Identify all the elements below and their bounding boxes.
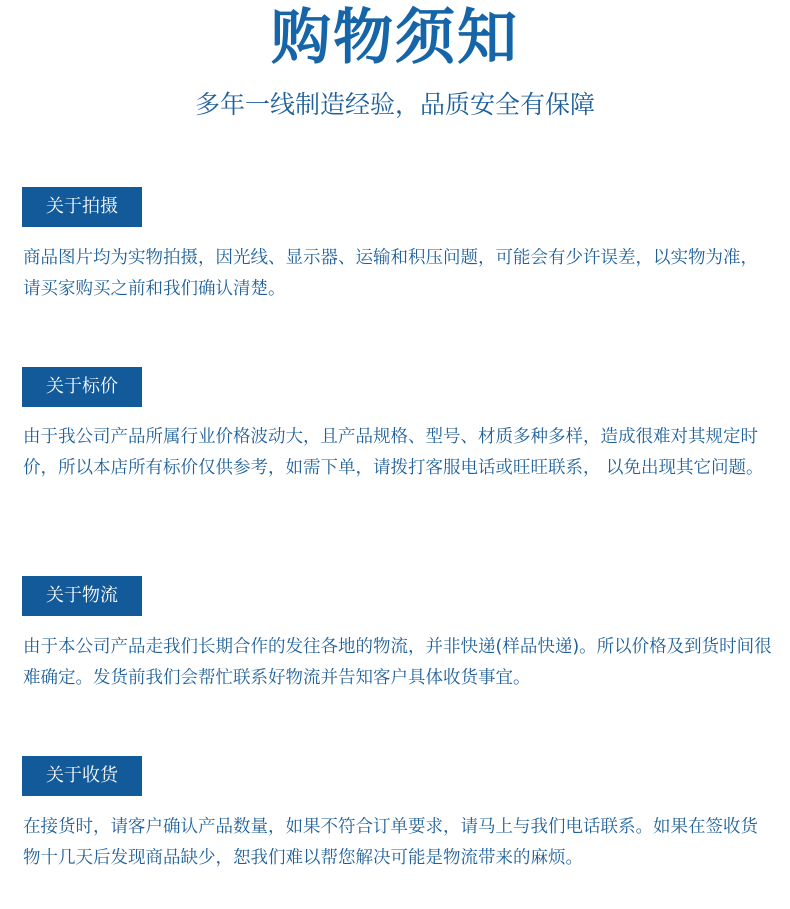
section-text-pricing: 由于我公司产品所属行业价格波动大，且产品规格、型号、材质多种多样，造成很难对其规定时价，所以本店所有标价仅供参考，如需下单，请拨打客服电话或旺旺联系， 以免出现其它问题。 [23, 427, 764, 478]
section-text-photography: 商品图片均为实物拍摄，因光线、显示器、运输和积压问题，可能会有少许误差，以实物为准，请买家购买之前和我们确认清楚。 [23, 248, 758, 299]
section-text-logistics: 由于本公司产品走我们长期合作的发往各地的物流，并非快递(样品快递)。所以价格及到货时间很难确定。发货前我们会帮忙联系好物流并告知客户具体收货事宜。 [23, 637, 772, 688]
page-subtitle: 多年一线制造经验，品质安全有保障 [194, 90, 595, 119]
section-text-receiving: 在接货时，请客户确认产品数量，如果不符合订单要求，请马上与我们电话联系。如果在签收货物十几天后发现商品缺少，恕我们难以帮您解决可能是物流带来的麻烦。 [23, 817, 758, 868]
section-heading-pricing: 关于标价 [22, 367, 142, 407]
page-title: 购物须知 [271, 3, 519, 73]
section-heading-logistics: 关于物流 [22, 576, 142, 616]
section-heading-photography: 关于拍摄 [22, 187, 142, 227]
section-heading-receiving: 关于收货 [22, 756, 142, 796]
